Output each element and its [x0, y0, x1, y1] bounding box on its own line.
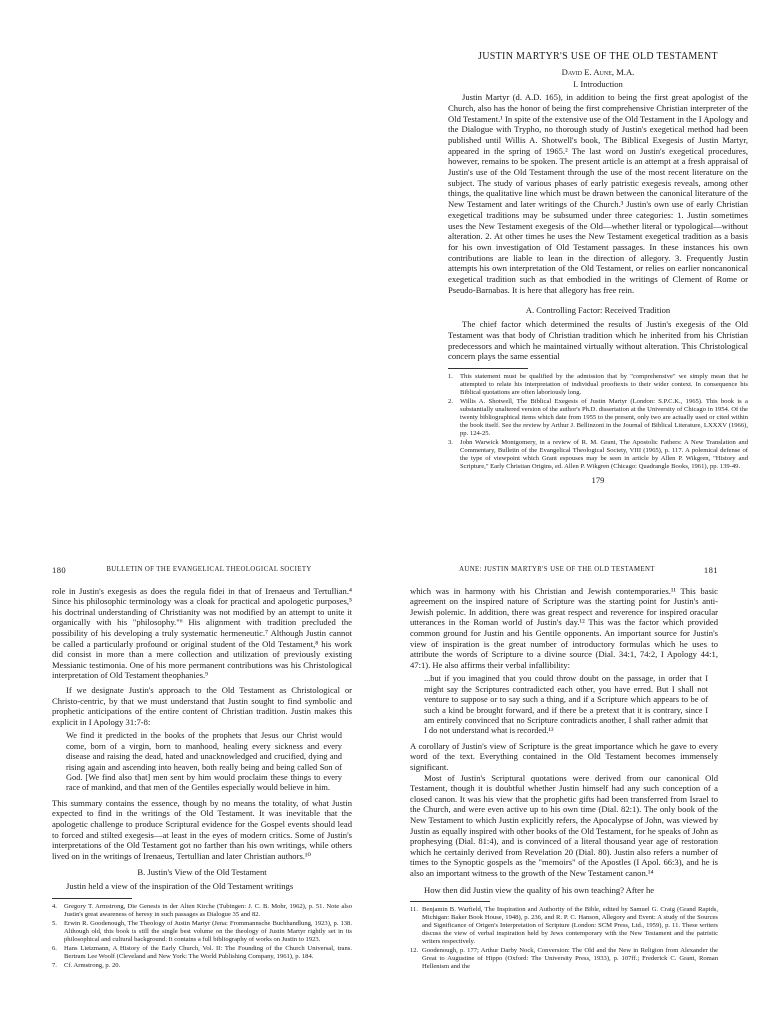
body-paragraph: which was in harmony with his Christian and Jewish contemporaries.¹¹ This basic agreement on the inspired nature of Scripture was the starting point for Justin's anti-Jewish polemic. In addition, there was great respect and reverence for inspired oracular utterances in the Roman world of Justin's day.¹² This was the factor which provided common ground for Justin and his Gentile opponents. An important source for Justin's view of inspiration is the great number of introductory formulas which he uses to attribute the words of Scripture to a divine source (Dial. 34:1, 74:2, I Apology 44:1, 47:1). He also affirms their verbal infallibility: — [410, 585, 718, 670]
footnote: 3. John Warwick Montgomery, in a review of R. M. Grant, The Apostolic Fathers: A New Translation and Commentary, Bulletin of the Evangelical Theological Society, VIII (1965), p. 117. A polemical defense of the type of viewpoint which Grant espouses may be seen in article by Allen P. Wikgren, "History and Scripture," Early Christian Origins, ed. Allen P. Wikgren (Chicago: Quadrangle Books, 1961), pp. 139-49. — [448, 438, 748, 470]
footnote-rule — [52, 898, 132, 899]
body-paragraph: The chief factor which determined the results of Justin's exegesis of the Old Testament was that body of Christian tradition which he inherited from his Christian predecessors and which he maintained virtually without alteration. This Christological concern plays the same essential — [448, 319, 748, 362]
body-paragraph: If we designate Justin's approach to the Old Testament as Christological or Christo-centric, by that we must understand that Justin sought to find symbolic and prophetic anticipations of the entire content of Christian tradition. Justin makes this explicit in I Apology 31:7-8: — [52, 684, 352, 727]
page-number: 180 — [52, 565, 67, 575]
article-title: JUSTIN MARTYR'S USE OF THE OLD TESTAMENT — [478, 51, 718, 62]
article-author: David E. Aune, M.A. — [561, 66, 635, 77]
footnote: 5. Erwin R. Goodenough, The Theology of Justin Martyr (Jena: Frommannsche Buchhandlung, 1923), p. 138. Although old, this book is still the single best volume on the theology of Justin Martyr rightly set in its philosophical and cultural background. It contains a full bibliography of works on Justin to 1923. — [52, 919, 352, 943]
header-text: BULLETIN OF THE EVANGELICAL THEOLOGICAL SOCIETY — [106, 566, 312, 573]
footnotes — [448, 373, 748, 471]
page-179 — [448, 40, 748, 570]
footnotes — [410, 906, 718, 971]
section-heading: I. Introduction — [573, 79, 623, 90]
footnote: 12. Goodenough, p. 177; Arthur Darby Nock, Conversion: The Old and the New in Religion from Alexander the Great to Augustine of Hippo (Oxford: The University Press, 1933), p. 107ff.; Frederick C. Grant, Roman Hellenism and the — [410, 947, 718, 971]
body-paragraph: Justin held a view of the inspiration of the Old Testament writings — [66, 880, 294, 891]
running-header — [410, 565, 718, 576]
footnote: 11. Benjamin B. Warfield, The Inspiration and Authority of the Bible, edited by Samuel G. Craig (Grand Rapids, Michigan: Baker Book House, 1948), p. 236, and R. P. C. Hanson, Allegory and Event: A study of the Sources and Significance of Origen's Interpretation of Scripture (London: SCM Press, Ltd., 1959), p. 11. These writers discuss the view of verbal inspiration held by Jews contemporary with the New Testament and the patristic writers respectively. — [410, 906, 718, 946]
subsection-heading: A. Controlling Factor: Received Tradition — [525, 305, 671, 316]
footnote: 2. Willis A. Shotwell, The Biblical Exegesis of Justin Martyr (London: S.P.C.K., 1965). This book is a substantially unaltered version of the author's Ph.D. dissertation at the University of Chicago in 1954. Of the twenty bibliographical items which date from 1955 to the present, only two are actually used or cited within the book itself. See the review by Arthur J. Bellinzoni in the Journal of Biblical Literature, LXXXV (1966), pp. 124-25. — [448, 397, 748, 437]
page-181 — [410, 565, 718, 1024]
footnote: 6. Hans Lietzmann, A History of the Early Church, Vol. II: The Founding of the Church Universal, trans. Bertram Lee Woolf (Cleveland and New York: The World Publishing Company, 1961), p. 184. — [52, 944, 352, 960]
subsection-heading: B. Justin's View of the Old Testament — [137, 867, 267, 878]
footnote: 7. Cf. Armstrong, p. 20. — [52, 961, 121, 969]
footnote-rule — [448, 368, 528, 369]
body-paragraph: A corollary of Justin's view of Scripture is the great importance which he gave to every word of the text. Everything contained in the Old Testament becomes immensely significant. — [410, 740, 718, 772]
page-number: 181 — [703, 565, 718, 575]
footnote-rule — [410, 901, 490, 902]
body-paragraph: This summary contains the essence, though by no means the totality, of what Justin expected to find in the writings of the Old Testament. It was inevitable that the apologetic challenge to produce Scriptural evidence for the Gospel events should lead to forced and stilted exegesis—at least in the eyes of modern critics. Some of Justin's interpretations of the Old Testament got no farther than his own writings, while others lived on in the writings of Irenaeus, Tertullian and later Christian authors.¹⁰ — [52, 797, 352, 861]
block-quote: We find it predicted in the books of the prophets that Jesus our Christ would come, born of a virgin, born to manhood, healing every sickness and every disease and raising the dead, hated and unacknowledged and crucified, dying and rising again and ascending into heaven, both really being and being called Son of God. [We find also that] men sent by him would proclaim these things to every race of mankind, and that men of the Gentiles especially would believe in him. — [66, 731, 342, 793]
block-quote: ...but if you imagined that you could throw doubt on the passage, in order that I might say the Scriptures contradicted each other, you have erred. But I shall not venture to suppose or to say such a thing, and if a Scripture which appears to be of such a kind be brought forward, and if there be a pretext that it is contrary, since I am entirely convinced that no Scripture contradicts another, I shall rather admit that I do not understand what is recorded.¹³ — [424, 674, 708, 736]
body-paragraph: Most of Justin's Scriptural quotations were derived from our canonical Old Testament, though it is doubtful whether Justin himself had any such conception of a closed canon. It was his view that the prophetic gifts had been transferred from Israel to the Church, and were even active up to his own time (Dial. 82:1). The only book of the New Testament to which Justin explicitly refers, the Apocalypse of John, was viewed by Justin as equally inspired with other books of the Old Testament, for he speaks of John as prophesying (Dial. 81:4), and is convinced of a literal thousand year age of restoration which he certainly derived from Revelation 20 (Dial. 80). Justin also refers a number of times to the Synoptic gospels as the "memoirs" of the Apostles (I Apol. 66:3), and he is also an important witness to the growth of the New Testament canon.¹⁴ — [410, 772, 718, 878]
page-number: 179 — [591, 474, 605, 485]
header-text: AUNE: JUSTIN MARTYR'S USE OF THE OLD TESTAMENT — [459, 566, 655, 573]
body-paragraph: How then did Justin view the quality of his own teaching? After he — [424, 884, 655, 895]
footnote: 1. This statement must be qualified by the admission that by "comprehensive" we simply mean that he attempted to relate his interpretation of individual prooftexts to their wider context. In consequence his Biblical quotations are often laboriously long. — [448, 372, 748, 396]
page-180 — [52, 565, 352, 1024]
intro-paragraph: Justin Martyr (d. A.D. 165), in addition to being the first great apologist of the Church, also has the honor of being the first comprehensive Christian interpreter of the Old Testament.¹ In spite of the extensive use of the Old Testament in the I Apology and the Dialogue with Trypho, no thorough study of Justin's exegetical method had been published until Willis A. Shotwell's book, The Biblical Exegesis of Justin Martyr, appeared in the spring of 1965.² The last word on Justin's exegetical procedures, however, remains to be spoken. The present article is an attempt at a fresh appraisal of Justin's use of the Old Testament through the use of the most recent literature on the subject. The study of various phases of early patristic exegesis reveals, among other things, the qualitative line which must be drawn between the canonical literature of the New Testament and later writings of the Church.³ Justin's own use of early Christian exegetical traditions may be subsumed under three categories: 1. Justin sometimes uses the New Testament exegesis of the Old—whether literal or typological—without alteration. 2. At other times he uses the New Testament exegetical tradition as a basis for his own investigation of Old Testament passages. In these instances his own contributions are liable to lean in the direction of allegory. 3. Frequently Justin attempts his own interpretation of the Old Testament, or relies on earlier noncanonical exegetical tradition such as that embodied in the writings of Clement of Rome or Pseudo-Barnabas. It is here that allegory has free rein. — [448, 92, 748, 295]
footnotes — [52, 903, 352, 970]
running-header — [52, 565, 352, 576]
body-paragraph: role in Justin's exegesis as does the regula fidei in that of Irenaeus and Tertullian.⁴ Since his philosophic terminology was a cloak for practical and apologetic purposes,⁵ his doctrinal understanding of Christianity was not modified by an attempt to unite it organically with his "philosophy."⁶ His alignment with tradition precluded the possibility of his developing a truly systematic hermeneutic.⁷ Although Justin cannot be called a particularly profound or original student of the Old Testament,⁸ his work did consist in more than a mere collection and utilization of previously existing Messianic testimonia. One of his more permanent contributions was his Christological interpretation of Old Testament theophanies.⁹ — [52, 585, 352, 681]
footnote: 4. Gregory T. Armstrong, Die Genesis in der Alten Kirche (Tubingen: J. C. B. Mohr, 1962), p. 51. Note also Justin's great awareness of heresy in such passages as Dialogue 35 and 82. — [52, 902, 352, 918]
